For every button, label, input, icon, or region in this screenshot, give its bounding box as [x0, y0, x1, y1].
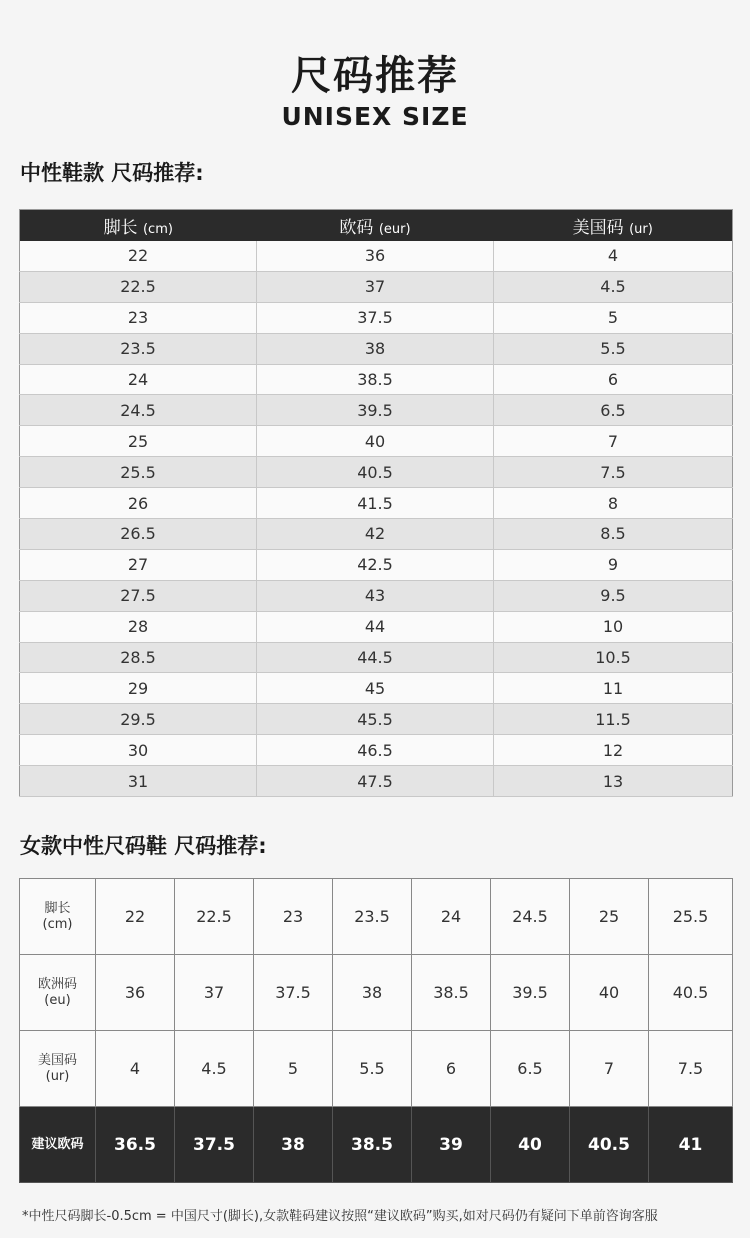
- table-cell: 40: [570, 955, 649, 1031]
- column-header-foot-length: [20, 210, 257, 241]
- table-cell: 24: [412, 879, 491, 955]
- table-cell: 25: [570, 879, 649, 955]
- table-cell: 37: [257, 271, 494, 302]
- table-cell: 26: [20, 488, 257, 519]
- table-row: [20, 426, 733, 457]
- page-subtitle: UNISEX SIZE: [281, 102, 469, 131]
- row-header: [20, 1107, 96, 1183]
- table-row: [20, 271, 733, 302]
- column-header-us: [494, 210, 733, 241]
- table-cell: 24.5: [20, 395, 257, 426]
- table-cell: 37.5: [257, 302, 494, 333]
- table-cell: 38.5: [333, 1107, 412, 1183]
- unisex-size-table: [19, 209, 733, 797]
- foot-length-row: [20, 879, 733, 955]
- table-cell: 44.5: [257, 642, 494, 673]
- table-cell: 41: [649, 1107, 733, 1183]
- table-cell: 5.5: [333, 1031, 412, 1107]
- table-row: [20, 395, 733, 426]
- table-cell: 29.5: [20, 704, 257, 735]
- row-header-unit: (cm): [42, 916, 73, 932]
- table-row: [20, 673, 733, 704]
- eu-size-row: [20, 955, 733, 1031]
- table-cell: 40: [257, 426, 494, 457]
- table-cell: 47.5: [257, 766, 494, 797]
- table-cell: 23.5: [333, 879, 412, 955]
- row-header-label: 美国码: [37, 1052, 77, 1068]
- table-cell: 6.5: [491, 1031, 570, 1107]
- table-cell: 36: [257, 241, 494, 272]
- table-cell: 9: [494, 549, 733, 580]
- table-row: [20, 611, 733, 642]
- table-cell: 5.5: [494, 333, 733, 364]
- table-cell: 10.5: [494, 642, 733, 673]
- table-cell: 39: [412, 1107, 491, 1183]
- table-row: [20, 488, 733, 519]
- table-row: [20, 457, 733, 488]
- table-cell: 39.5: [491, 955, 570, 1031]
- table-cell: 8.5: [494, 519, 733, 550]
- table-cell: 38: [254, 1107, 333, 1183]
- table-cell: 40.5: [570, 1107, 649, 1183]
- table-row: [20, 766, 733, 797]
- table-row: [20, 302, 733, 333]
- table-cell: 10: [494, 611, 733, 642]
- table-cell: 44: [257, 611, 494, 642]
- column-label: 脚长: [103, 217, 138, 238]
- table-header-row: [20, 210, 733, 241]
- table-cell: 11: [494, 673, 733, 704]
- table-cell: 6: [494, 364, 733, 395]
- table-cell: 42.5: [257, 549, 494, 580]
- table-row: [20, 642, 733, 673]
- table-cell: 23: [254, 879, 333, 955]
- table-cell: 7: [494, 426, 733, 457]
- table-cell: 45: [257, 673, 494, 704]
- table-cell: 4: [494, 241, 733, 272]
- table-cell: 24: [20, 364, 257, 395]
- table-cell: 12: [494, 735, 733, 766]
- table-cell: 40.5: [649, 955, 733, 1031]
- row-header-unit: (ur): [45, 1068, 70, 1084]
- table-cell: 37.5: [254, 955, 333, 1031]
- table-cell: 28: [20, 611, 257, 642]
- table-cell: 25.5: [649, 879, 733, 955]
- table-cell: 38: [257, 333, 494, 364]
- table-cell: 29: [20, 673, 257, 704]
- table-row: [20, 735, 733, 766]
- table-row: [20, 580, 733, 611]
- column-header-eur: [257, 210, 494, 241]
- row-header: [20, 879, 96, 955]
- unisex-section-title: 中性鞋款 尺码推荐:: [20, 161, 204, 185]
- table-cell: 23: [20, 302, 257, 333]
- table-cell: 27: [20, 549, 257, 580]
- table-cell: 4.5: [494, 271, 733, 302]
- table-cell: 43: [257, 580, 494, 611]
- table-cell: 5: [494, 302, 733, 333]
- table-cell: 46.5: [257, 735, 494, 766]
- table-cell: 5: [254, 1031, 333, 1107]
- table-cell: 22: [96, 879, 175, 955]
- table-cell: 25.5: [20, 457, 257, 488]
- row-header-label: 建议欧码: [31, 1136, 84, 1152]
- table-cell: 22: [20, 241, 257, 272]
- row-header-label: 欧洲码: [37, 976, 77, 992]
- table-row: [20, 519, 733, 550]
- column-unit: (eur): [378, 221, 411, 237]
- us-size-row: [20, 1031, 733, 1107]
- table-cell: 31: [20, 766, 257, 797]
- row-header: [20, 955, 96, 1031]
- footnote: *中性尺码脚长-0.5cm = 中国尺寸(脚长),女款鞋码建议按照“建议欧码”购买,如对尺码仍有疑问下单前咨询客服: [22, 1209, 658, 1224]
- table-cell: 8: [494, 488, 733, 519]
- table-cell: 37.5: [175, 1107, 254, 1183]
- table-cell: 22.5: [20, 271, 257, 302]
- table-row: [20, 704, 733, 735]
- table-cell: 27.5: [20, 580, 257, 611]
- recommended-eu-row: [20, 1107, 733, 1183]
- row-header-label: 脚长: [44, 900, 71, 916]
- column-unit: (ur): [629, 221, 653, 237]
- table-cell: 38: [333, 955, 412, 1031]
- table-cell: 7.5: [649, 1031, 733, 1107]
- table-cell: 7: [570, 1031, 649, 1107]
- table-cell: 38.5: [257, 364, 494, 395]
- table-cell: 6: [412, 1031, 491, 1107]
- table-cell: 25: [20, 426, 257, 457]
- table-cell: 13: [494, 766, 733, 797]
- table-cell: 42: [257, 519, 494, 550]
- table-row: [20, 364, 733, 395]
- table-cell: 6.5: [494, 395, 733, 426]
- table-cell: 38.5: [412, 955, 491, 1031]
- column-label: 美国码: [572, 217, 624, 238]
- table-cell: 24.5: [491, 879, 570, 955]
- row-header: [20, 1031, 96, 1107]
- table-cell: 26.5: [20, 519, 257, 550]
- womens-section-title: 女款中性尺码鞋 尺码推荐:: [20, 834, 267, 858]
- table-cell: 4: [96, 1031, 175, 1107]
- table-cell: 36.5: [96, 1107, 175, 1183]
- table-cell: 36: [96, 955, 175, 1031]
- womens-size-table: [19, 878, 733, 1183]
- table-cell: 9.5: [494, 580, 733, 611]
- table-row: [20, 549, 733, 580]
- table-cell: 22.5: [175, 879, 254, 955]
- row-header-unit: (eu): [44, 992, 71, 1008]
- table-cell: 45.5: [257, 704, 494, 735]
- table-cell: 11.5: [494, 704, 733, 735]
- table-cell: 30: [20, 735, 257, 766]
- table-cell: 4.5: [175, 1031, 254, 1107]
- table-row: [20, 333, 733, 364]
- table-cell: 40: [491, 1107, 570, 1183]
- table-cell: 28.5: [20, 642, 257, 673]
- table-cell: 39.5: [257, 395, 494, 426]
- table-cell: 23.5: [20, 333, 257, 364]
- column-unit: (cm): [142, 221, 173, 237]
- table-cell: 40.5: [257, 457, 494, 488]
- column-label: 欧码: [339, 217, 374, 238]
- table-row: [20, 241, 733, 272]
- table-cell: 41.5: [257, 488, 494, 519]
- page-title: 尺码推荐: [291, 53, 459, 99]
- table-cell: 7.5: [494, 457, 733, 488]
- table-cell: 37: [175, 955, 254, 1031]
